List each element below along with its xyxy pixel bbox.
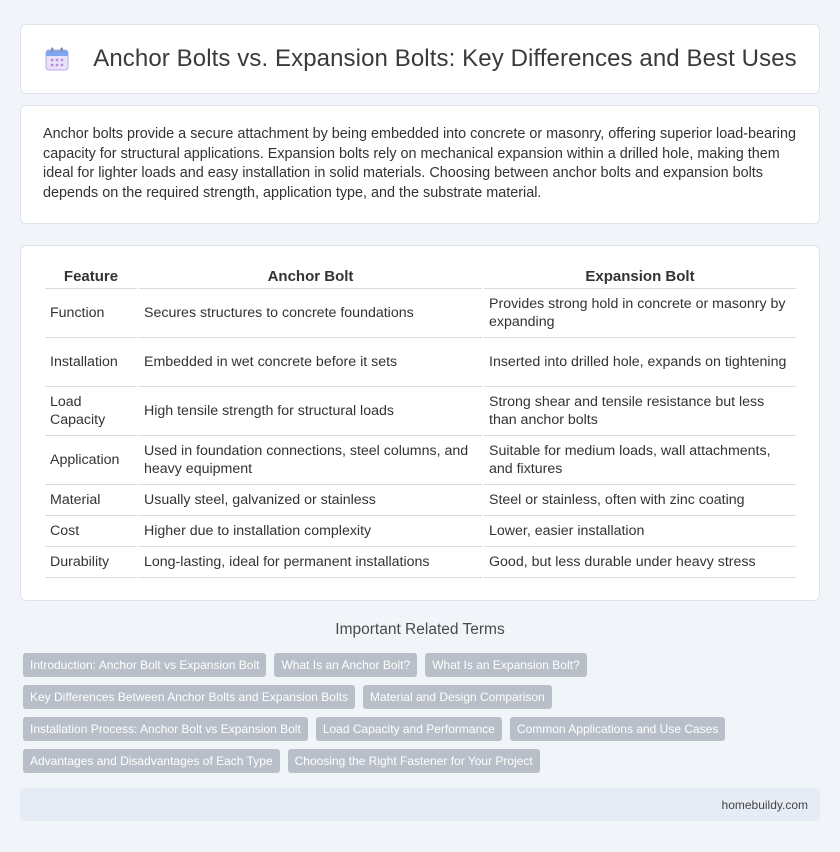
feature-cell: Installation bbox=[45, 338, 137, 387]
intro-section bbox=[20, 105, 820, 224]
anchor-cell: Used in foundation connections, steel columns, and heavy equipment bbox=[139, 436, 482, 485]
related-terms-title: Important Related Terms bbox=[335, 621, 505, 638]
expansion-cell: Steel or stainless, often with zinc coating bbox=[484, 485, 796, 516]
table-row bbox=[45, 387, 796, 436]
related-term-tag[interactable]: Choosing the Right Fastener for Your Project bbox=[288, 749, 540, 773]
related-term-tag[interactable]: Material and Design Comparison bbox=[363, 685, 552, 709]
header-feature: Feature bbox=[45, 264, 137, 289]
expansion-cell: Provides strong hold in concrete or masonry by expanding bbox=[484, 289, 796, 338]
page-header bbox=[20, 24, 820, 94]
expansion-cell: Good, but less durable under heavy stress bbox=[484, 547, 796, 578]
feature-cell: Material bbox=[45, 485, 137, 516]
related-term-tag[interactable]: Key Differences Between Anchor Bolts and Expansion Bolts bbox=[23, 685, 355, 709]
feature-cell: Function bbox=[45, 289, 137, 338]
table-row bbox=[45, 485, 796, 516]
feature-cell: Durability bbox=[45, 547, 137, 578]
feature-cell: Load Capacity bbox=[45, 387, 137, 436]
table-row bbox=[45, 516, 796, 547]
comparison-table bbox=[43, 264, 798, 578]
related-term-tag[interactable]: Introduction: Anchor Bolt vs Expansion Bolt bbox=[23, 653, 266, 677]
expansion-cell: Suitable for medium loads, wall attachments, and fixtures bbox=[484, 436, 796, 485]
intro-text: Anchor bolts provide a secure attachment by being embedded into concrete or masonry, offering superior load-bearing capacity for structural applications. Expansion bolts rely on mechanical expansion within a drilled hole, making them ideal for lighter loads and easy installation in solid materials. Choosing between anchor bolts and expansion bolts depends on the required strength, application type, and the substrate material. bbox=[43, 126, 797, 201]
anchor-cell: High tensile strength for structural loads bbox=[139, 387, 482, 436]
table-row bbox=[45, 289, 796, 338]
related-terms-list bbox=[23, 653, 823, 781]
feature-cell: Cost bbox=[45, 516, 137, 547]
related-term-tag[interactable]: Common Applications and Use Cases bbox=[510, 717, 725, 741]
expansion-cell: Lower, easier installation bbox=[484, 516, 796, 547]
anchor-cell: Long-lasting, ideal for permanent installations bbox=[139, 547, 482, 578]
table-header-row bbox=[45, 264, 796, 289]
anchor-cell: Higher due to installation complexity bbox=[139, 516, 482, 547]
page-title: Anchor Bolts vs. Expansion Bolts: Key Differences and Best Uses bbox=[93, 45, 797, 72]
anchor-cell: Usually steel, galvanized or stainless bbox=[139, 485, 482, 516]
related-term-tag[interactable]: Installation Process: Anchor Bolt vs Expansion Bolt bbox=[23, 717, 308, 741]
comparison-section bbox=[20, 245, 820, 601]
table-row bbox=[45, 436, 796, 485]
feature-cell: Application bbox=[45, 436, 137, 485]
anchor-cell: Secures structures to concrete foundations bbox=[139, 289, 482, 338]
page-footer bbox=[20, 788, 820, 821]
anchor-cell: Embedded in wet concrete before it sets bbox=[139, 338, 482, 387]
expansion-cell: Inserted into drilled hole, expands on tightening bbox=[484, 338, 796, 387]
calendar-icon bbox=[43, 45, 71, 73]
table-row bbox=[45, 547, 796, 578]
related-term-tag[interactable]: Load Capacity and Performance bbox=[316, 717, 502, 741]
header-anchor-bolt: Anchor Bolt bbox=[139, 264, 482, 289]
header-expansion-bolt: Expansion Bolt bbox=[484, 264, 796, 289]
table-row bbox=[45, 338, 796, 387]
footer-site-link[interactable]: homebuildy.com bbox=[721, 797, 808, 812]
related-term-tag[interactable]: What Is an Anchor Bolt? bbox=[274, 653, 417, 677]
related-term-tag[interactable]: Advantages and Disadvantages of Each Type bbox=[23, 749, 280, 773]
related-term-tag[interactable]: What Is an Expansion Bolt? bbox=[425, 653, 586, 677]
expansion-cell: Strong shear and tensile resistance but less than anchor bolts bbox=[484, 387, 796, 436]
